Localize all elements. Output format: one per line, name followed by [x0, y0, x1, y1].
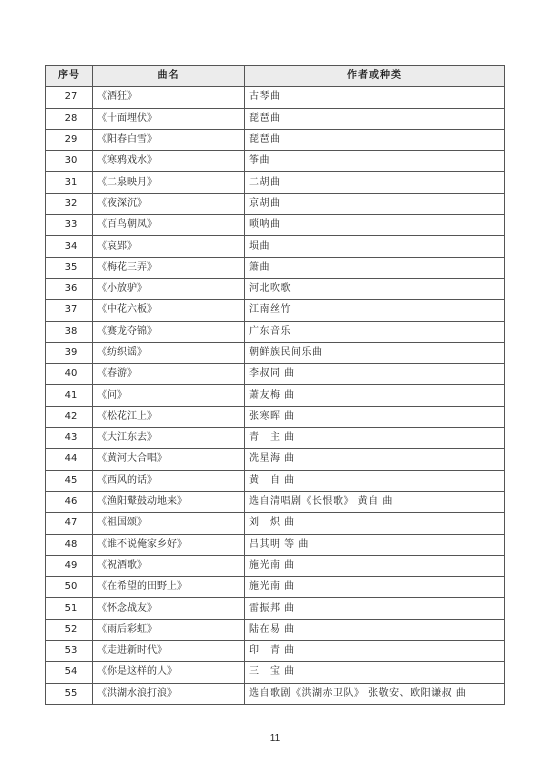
row-number: 35: [46, 257, 93, 278]
table-row: [46, 619, 505, 640]
table-row: [46, 151, 505, 172]
song-title: 《百鸟朝凤》: [93, 215, 245, 236]
row-number: 43: [46, 428, 93, 449]
table-row: [46, 215, 505, 236]
author-or-genre: 陆在易 曲: [245, 619, 505, 640]
song-title: 《在希望的田野上》: [93, 577, 245, 598]
row-number: 48: [46, 534, 93, 555]
header-number: 序号: [46, 66, 93, 87]
author-or-genre: 冼星海 曲: [245, 449, 505, 470]
author-or-genre: 江南丝竹: [245, 300, 505, 321]
table-row: [46, 385, 505, 406]
song-title: 《大江东去》: [93, 428, 245, 449]
author-or-genre: 广东音乐: [245, 321, 505, 342]
row-number: 29: [46, 129, 93, 150]
author-or-genre: 琵琶曲: [245, 129, 505, 150]
table-row: [46, 364, 505, 385]
author-or-genre: 埙曲: [245, 236, 505, 257]
table-row: [46, 470, 505, 491]
table-row: [46, 278, 505, 299]
author-or-genre: 三 宝 曲: [245, 662, 505, 683]
author-or-genre: 筝曲: [245, 151, 505, 172]
author-or-genre: 施光南 曲: [245, 555, 505, 576]
song-title: 《酒狂》: [93, 87, 245, 108]
row-number: 37: [46, 300, 93, 321]
song-title: 《祖国颂》: [93, 513, 245, 534]
table-row: [46, 321, 505, 342]
author-or-genre: 张寒晖 曲: [245, 406, 505, 427]
author-or-genre: 雷振邦 曲: [245, 598, 505, 619]
author-or-genre: 黄 自 曲: [245, 470, 505, 491]
table-row: [46, 641, 505, 662]
row-number: 41: [46, 385, 93, 406]
song-title: 《阳春白雪》: [93, 129, 245, 150]
row-number: 36: [46, 278, 93, 299]
table-row: [46, 236, 505, 257]
row-number: 30: [46, 151, 93, 172]
author-or-genre: 青 主 曲: [245, 428, 505, 449]
table-row: [46, 513, 505, 534]
row-number: 44: [46, 449, 93, 470]
author-or-genre: 朝鲜族民间乐曲: [245, 342, 505, 363]
song-title: 《夜深沉》: [93, 193, 245, 214]
row-number: 51: [46, 598, 93, 619]
author-or-genre: 古琴曲: [245, 87, 505, 108]
song-title: 《哀郢》: [93, 236, 245, 257]
song-title: 《雨后彩虹》: [93, 619, 245, 640]
table-row: [46, 257, 505, 278]
row-number: 38: [46, 321, 93, 342]
header-title: 曲名: [93, 66, 245, 87]
row-number: 40: [46, 364, 93, 385]
table-row: [46, 534, 505, 555]
table-row: [46, 428, 505, 449]
table-row: [46, 193, 505, 214]
author-or-genre: 李叔同 曲: [245, 364, 505, 385]
song-title: 《走进新时代》: [93, 641, 245, 662]
song-title: 《寒鸦戏水》: [93, 151, 245, 172]
song-title: 《谁不说俺家乡好》: [93, 534, 245, 555]
song-title: 《西风的话》: [93, 470, 245, 491]
row-number: 53: [46, 641, 93, 662]
row-number: 55: [46, 683, 93, 704]
table-row: [46, 577, 505, 598]
row-number: 31: [46, 172, 93, 193]
song-title: 《赛龙夺锦》: [93, 321, 245, 342]
page-number: 11: [269, 733, 281, 744]
author-or-genre: 印 青 曲: [245, 641, 505, 662]
song-title: 《小放驴》: [93, 278, 245, 299]
song-title: 《问》: [93, 385, 245, 406]
song-title: 《纺织谣》: [93, 342, 245, 363]
table-row: [46, 662, 505, 683]
song-title: 《黄河大合唱》: [93, 449, 245, 470]
song-title: 《梅花三弄》: [93, 257, 245, 278]
author-or-genre: 选自清唱剧《长恨歌》 黄自 曲: [245, 491, 505, 512]
author-or-genre: 萧友梅 曲: [245, 385, 505, 406]
song-title: 《你是这样的人》: [93, 662, 245, 683]
author-or-genre: 箫曲: [245, 257, 505, 278]
song-title: 《松花江上》: [93, 406, 245, 427]
row-number: 33: [46, 215, 93, 236]
row-number: 39: [46, 342, 93, 363]
table-row: [46, 129, 505, 150]
row-number: 54: [46, 662, 93, 683]
author-or-genre: 琵琶曲: [245, 108, 505, 129]
table-row: [46, 598, 505, 619]
table-row: [46, 449, 505, 470]
author-or-genre: 选自歌剧《洪湖赤卫队》 张敬安、欧阳谦叔 曲: [245, 683, 505, 704]
table-row: [46, 172, 505, 193]
table-row: [46, 683, 505, 704]
table-row: [46, 555, 505, 576]
song-title: 《祝酒歌》: [93, 555, 245, 576]
author-or-genre: 京胡曲: [245, 193, 505, 214]
repertoire-table: [45, 65, 505, 705]
row-number: 27: [46, 87, 93, 108]
header-row: [46, 66, 505, 87]
author-or-genre: 刘 炽 曲: [245, 513, 505, 534]
author-or-genre: 施光南 曲: [245, 577, 505, 598]
table-body: [46, 87, 505, 705]
author-or-genre: 吕其明 等 曲: [245, 534, 505, 555]
row-number: 49: [46, 555, 93, 576]
header-author: 作者或种类: [245, 66, 505, 87]
row-number: 28: [46, 108, 93, 129]
song-title: 《二泉映月》: [93, 172, 245, 193]
row-number: 47: [46, 513, 93, 534]
author-or-genre: 二胡曲: [245, 172, 505, 193]
author-or-genre: 河北吹歌: [245, 278, 505, 299]
row-number: 45: [46, 470, 93, 491]
row-number: 42: [46, 406, 93, 427]
table-row: [46, 87, 505, 108]
author-or-genre: 唢呐曲: [245, 215, 505, 236]
song-title: 《怀念战友》: [93, 598, 245, 619]
table-row: [46, 406, 505, 427]
row-number: 34: [46, 236, 93, 257]
row-number: 32: [46, 193, 93, 214]
row-number: 46: [46, 491, 93, 512]
row-number: 52: [46, 619, 93, 640]
song-title: 《中花六板》: [93, 300, 245, 321]
song-title: 《洪湖水浪打浪》: [93, 683, 245, 704]
table-row: [46, 300, 505, 321]
song-title: 《十面埋伏》: [93, 108, 245, 129]
song-title: 《春游》: [93, 364, 245, 385]
song-title: 《渔阳鼙鼓动地来》: [93, 491, 245, 512]
table-row: [46, 491, 505, 512]
row-number: 50: [46, 577, 93, 598]
table-row: [46, 342, 505, 363]
table-row: [46, 108, 505, 129]
table-header: [46, 66, 505, 87]
